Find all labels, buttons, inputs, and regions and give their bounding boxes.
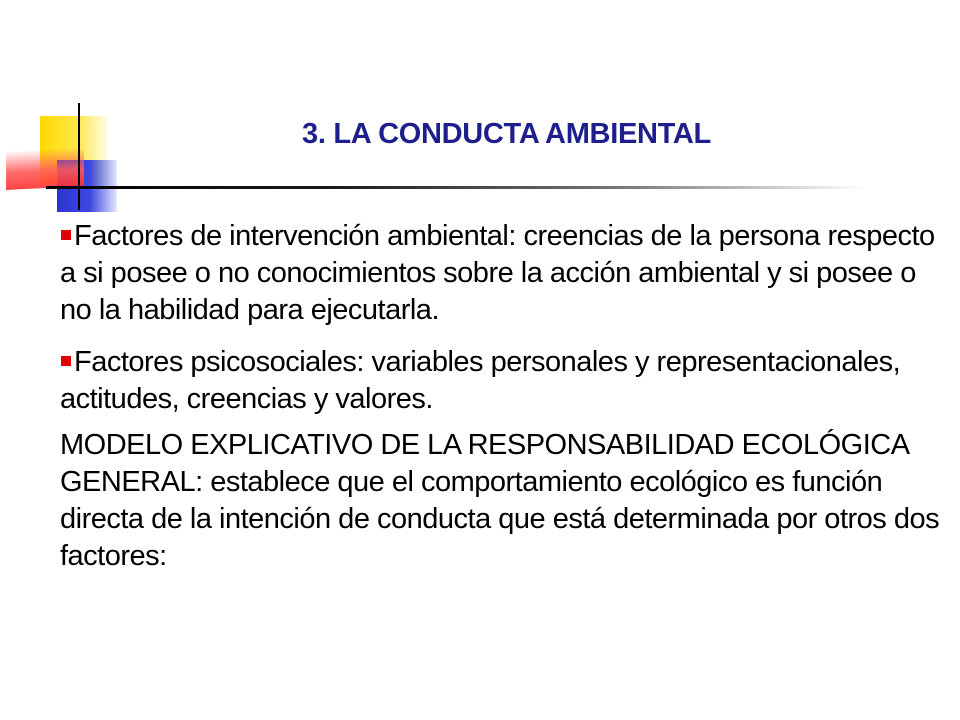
title-underline [46, 186, 866, 189]
slide-title: 3. LA CONDUCTA AMBIENTAL [302, 118, 711, 150]
red-square-decoration [6, 148, 84, 190]
vertical-rule [78, 103, 80, 210]
bullet-square-icon [61, 230, 71, 240]
bullet-item [60, 344, 945, 418]
slide-body [60, 218, 945, 590]
bullet-item [60, 218, 945, 329]
bullet-text: Factores psicosociales: variables personales y representacionales, actitudes, creencias y valores. [60, 346, 901, 415]
model-paragraph: MODELO EXPLICATIVO DE LA RESPONSABILIDAD ECOLÓGICA GENERAL: establece que el comportamiento ecológico es función directa de la intención de conducta que está determinada por otros dos factores: [60, 429, 940, 572]
bullet-square-icon [61, 356, 71, 366]
bullet-text: Factores de intervención ambiental: creencias de la persona respecto a si posee o no conocimientos sobre la acción ambiental y si posee o no la habilidad para ejecutarla. [60, 220, 935, 326]
